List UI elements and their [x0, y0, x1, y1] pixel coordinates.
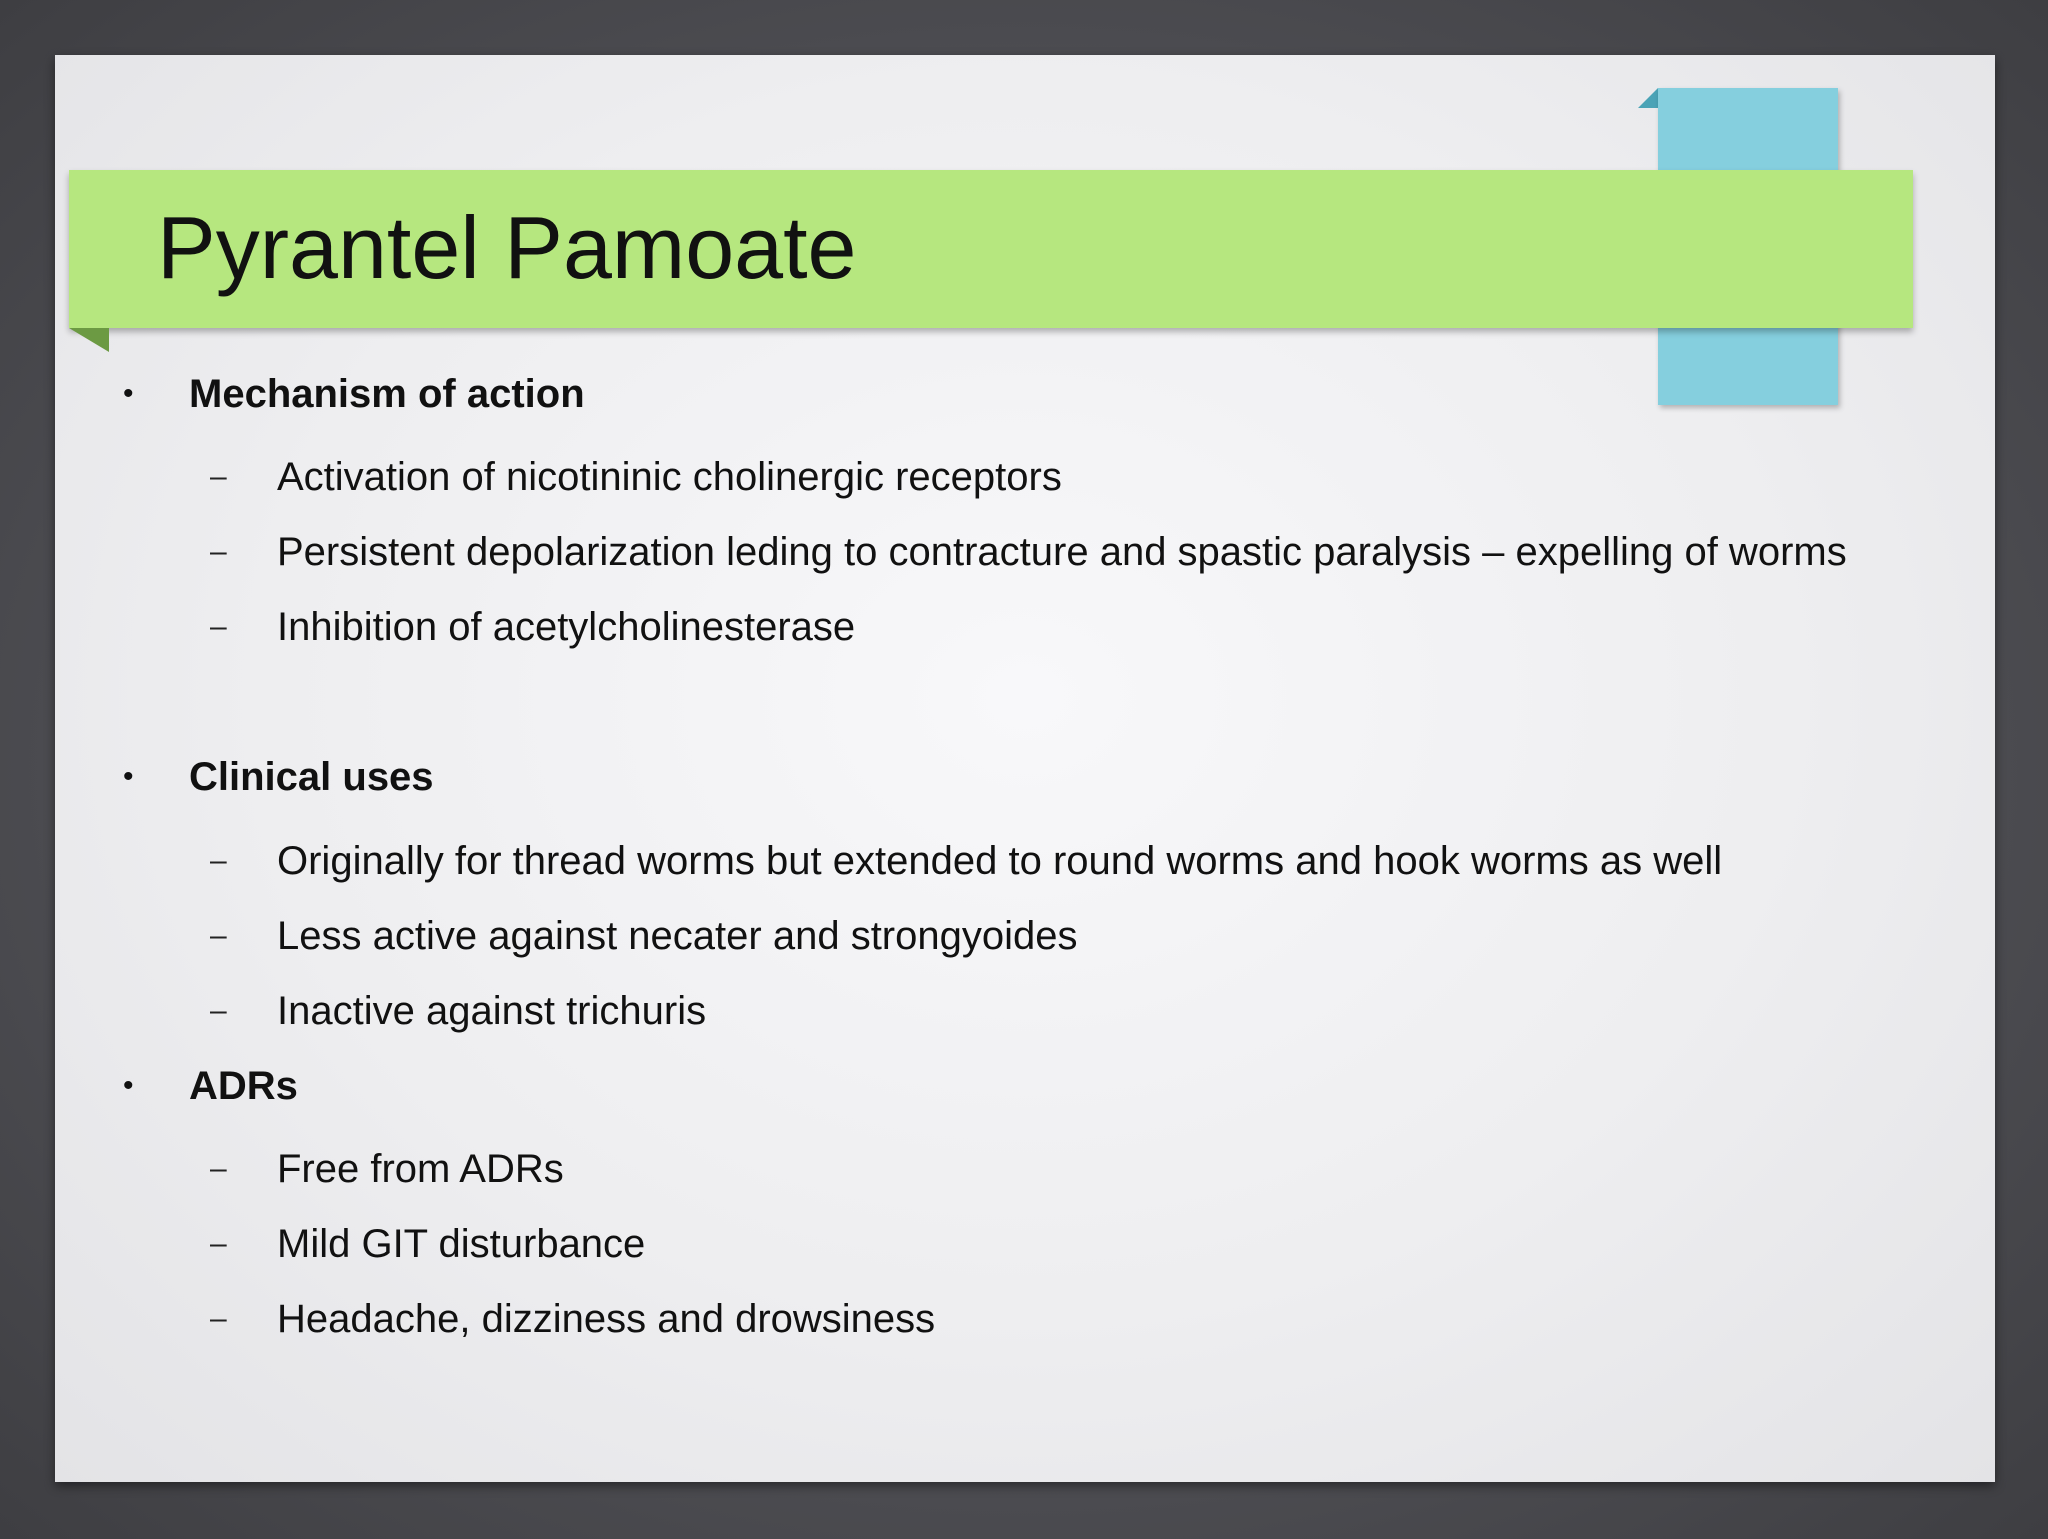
slide-title: Pyrantel Pamoate	[157, 198, 857, 297]
list-item-text: Activation of nicotininic cholinergic receptors	[277, 455, 1062, 499]
list-item-text: Less active against necater and strongyoides	[277, 914, 1078, 958]
section-heading: ADRs	[189, 1064, 298, 1108]
list-item-text: Persistent depolarization leding to contracture and spastic paralysis – expelling of worms	[277, 530, 1847, 574]
section-heading: Clinical uses	[189, 755, 434, 799]
list-item-text: Inhibition of acetylcholinesterase	[277, 605, 856, 649]
list-item-text: Headache, dizziness and drowsiness	[277, 1297, 936, 1341]
dash-icon: –	[210, 1152, 227, 1185]
bullet-icon: •	[123, 760, 134, 793]
dash-icon: –	[210, 535, 227, 568]
dash-icon: –	[210, 994, 227, 1027]
section-heading: Mechanism of action	[189, 372, 585, 416]
list-item-text: Originally for thread worms but extended to round worms and hook worms as well	[277, 839, 1723, 883]
bullet-icon: •	[123, 377, 134, 410]
dash-icon: –	[210, 844, 227, 877]
dash-icon: –	[210, 460, 227, 493]
list-item-text: Mild GIT disturbance	[277, 1222, 646, 1266]
dash-icon: –	[210, 610, 227, 643]
list-item-text: Free from ADRs	[277, 1147, 564, 1191]
list-item-text: Inactive against trichuris	[277, 989, 707, 1033]
dash-icon: –	[210, 919, 227, 952]
dash-icon: –	[210, 1302, 227, 1335]
dash-icon: –	[210, 1227, 227, 1260]
bullet-icon: •	[123, 1069, 134, 1102]
